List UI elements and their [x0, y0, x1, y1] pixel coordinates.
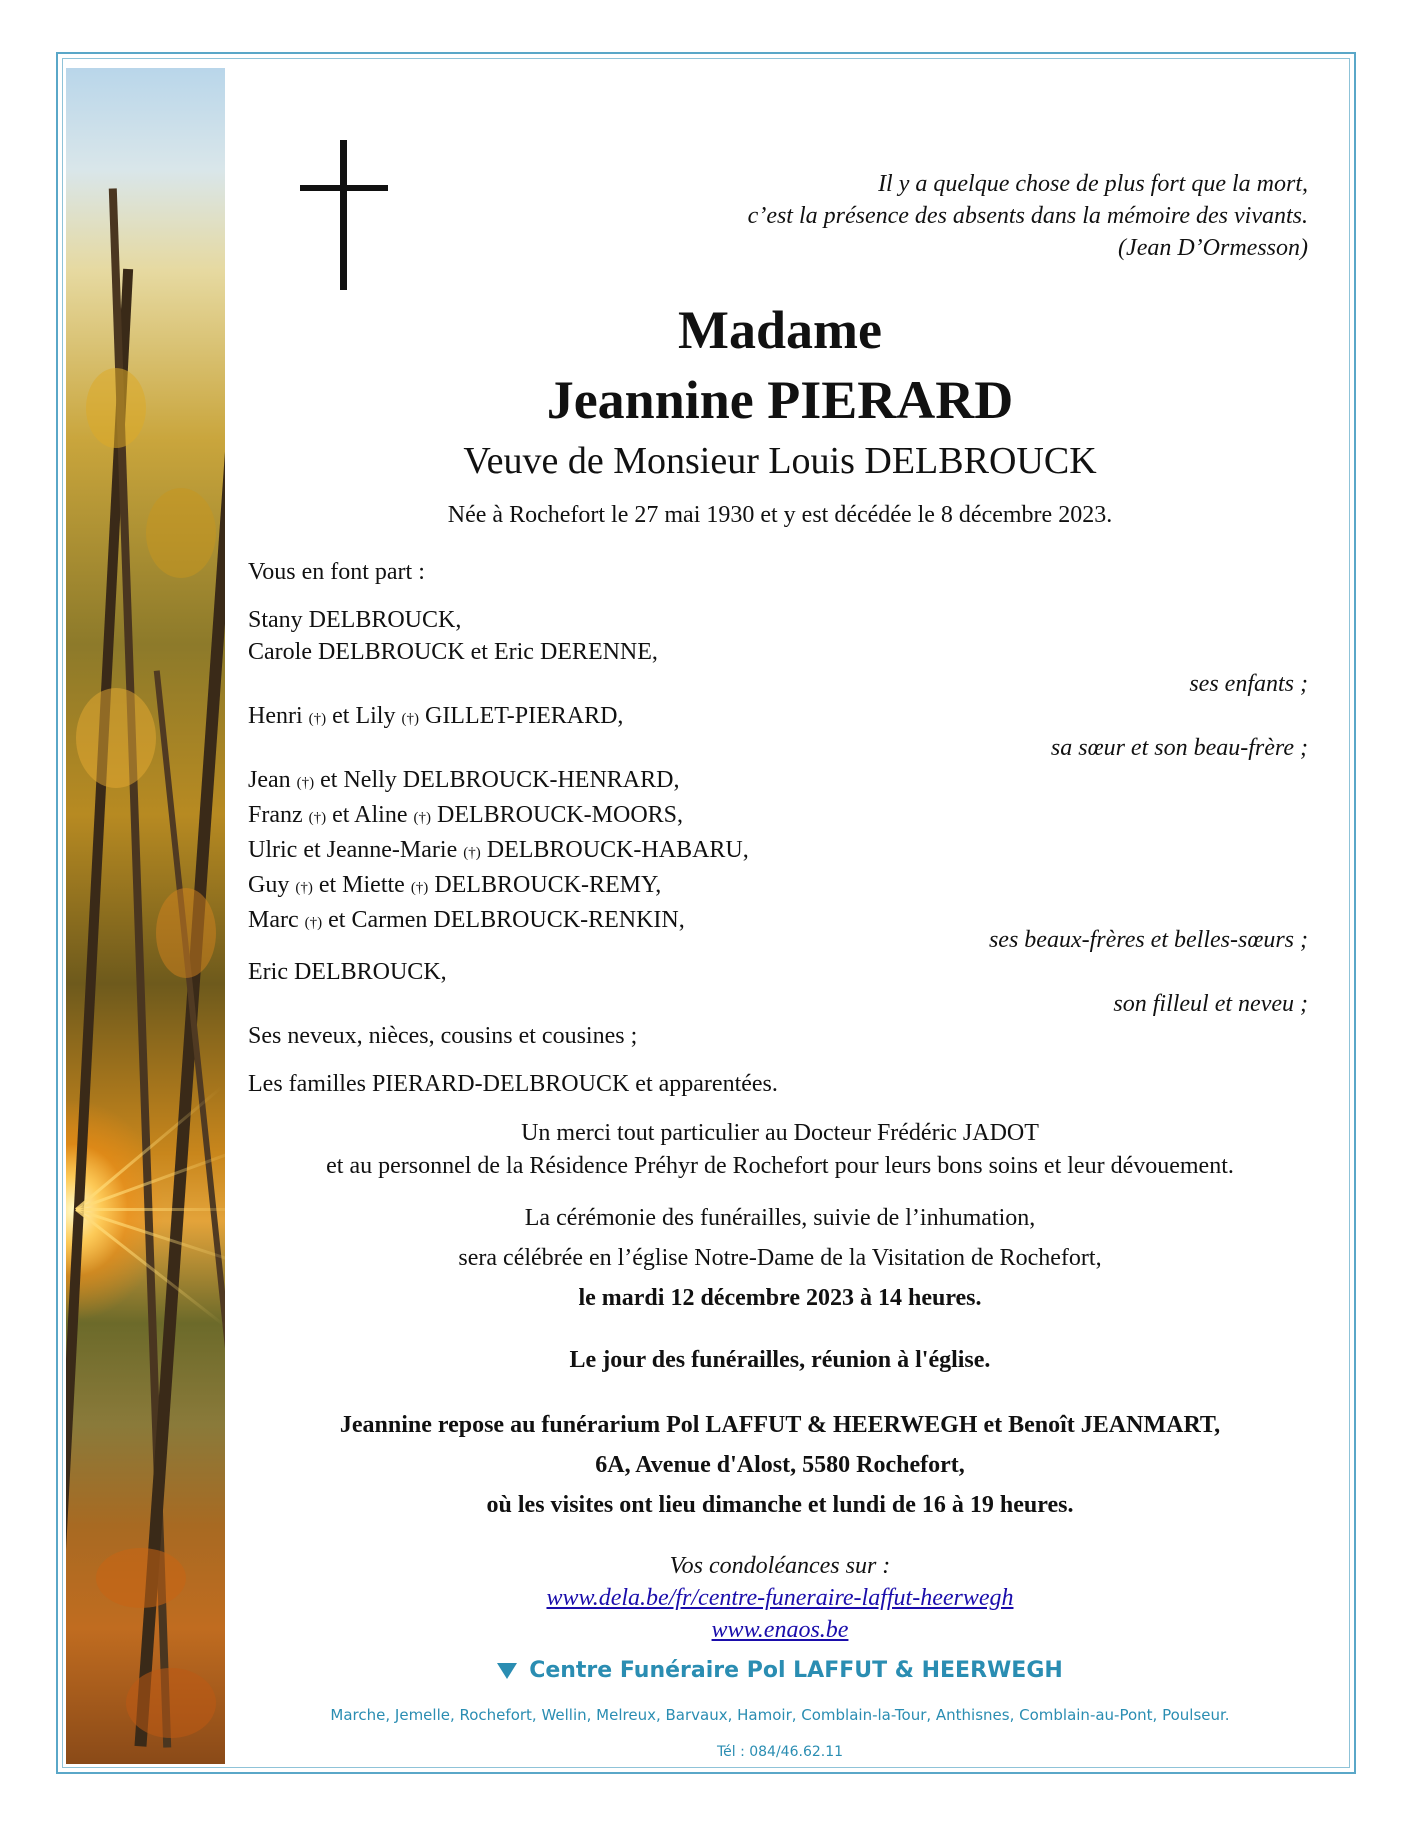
company-phone: Tél : 084/46.62.11: [716, 1744, 844, 1760]
deceased-name: Jeannine PIERARD: [546, 370, 1014, 430]
condolences-label: Vos condoléances sur :: [669, 1553, 891, 1579]
dagger-mark: (†): [413, 810, 431, 826]
repose-line-3: où les visites ont lieu dimanche et lundi de 16 à 19 heures.: [486, 1492, 1074, 1518]
list-item: Ulric et Jeanne-Marie (†) DELBROUCK-HABARU,: [248, 837, 749, 863]
quote-line-1: Il y a quelque chose de plus fort que la mort,: [878, 171, 1308, 197]
family-group-godson: [248, 956, 1308, 988]
autumn-trees-photo: [66, 68, 225, 1764]
thanks-line-1: Un merci tout particulier au Docteur Frédéric JADOT: [521, 1120, 1039, 1146]
list-item: Marc (†) et Carmen DELBROUCK-RENKIN,: [248, 907, 685, 933]
family-group-children: [248, 604, 1308, 668]
quote-block: [748, 168, 1308, 264]
nephews-line: Ses neveux, nièces, cousins et cousines ;: [248, 1023, 638, 1049]
dagger-mark: (†): [410, 880, 429, 896]
widow-of: Veuve de Monsieur Louis DELBROUCK: [463, 440, 1097, 482]
dagger-mark: (†): [463, 845, 481, 861]
company-name: [240, 1658, 1320, 1683]
list-item: Jean (†) et Nelly DELBROUCK-HENRARD,: [248, 767, 680, 793]
relation-in-laws: ses beaux-frères et belles-sœurs ;: [988, 927, 1308, 953]
list-item: Guy (†) et Miette (†) DELBROUCK-REMY,: [248, 872, 662, 898]
quote-line-2: c’est la présence des absents dans la mémoire des vivants.: [747, 203, 1308, 229]
company-towns: Marche, Jemelle, Rochefort, Wellin, Melreux, Barvaux, Hamoir, Comblain-la-Tour, Anthisnes, Comblain-au-Pont, Poulseur.: [330, 1706, 1230, 1724]
family-group-in-laws: [248, 764, 1308, 939]
dagger-mark: (†): [304, 915, 323, 931]
repose-block: [240, 1405, 1320, 1525]
repose-line-1: Jeannine repose au funérarium Pol LAFFUT & HEERWEGH et Benoît JEANMART,: [339, 1412, 1221, 1438]
dagger-mark: (†): [308, 711, 327, 727]
list-item: Franz (†) et Aline (†) DELBROUCK-MOORS,: [248, 802, 684, 828]
condolences-link-enaos[interactable]: www.enaos.be: [711, 1617, 849, 1643]
intro-text: Vous en font part :: [248, 559, 425, 585]
dagger-mark: (†): [308, 810, 327, 826]
relation-godson: son filleul et neveu ;: [1113, 991, 1308, 1017]
condolences-link-dela[interactable]: www.dela.be/fr/centre-funeraire-laffut-heerwegh: [546, 1585, 1014, 1611]
relation-children: ses enfants ;: [1189, 671, 1308, 697]
thanks-line-2: et au personnel de la Résidence Préhyr de Rochefort pour leurs bons soins et leur dévouement.: [326, 1153, 1234, 1179]
list-item: Eric DELBROUCK,: [248, 959, 447, 985]
reunion-line: Le jour des funérailles, réunion à l'église.: [569, 1347, 991, 1373]
condolences-block: [240, 1550, 1320, 1646]
dagger-mark: (†): [296, 775, 315, 791]
company-label: Centre Funéraire Pol LAFFUT & HEERWEGH: [529, 1658, 1063, 1683]
family-group-sister: [248, 700, 1308, 735]
list-item: Henri (†) et Lily (†) GILLET-PIERARD,: [248, 703, 624, 729]
ceremony-line-1: La cérémonie des funérailles, suivie de l’inhumation,: [524, 1205, 1036, 1231]
ceremony-date: le mardi 12 décembre 2023 à 14 heures.: [578, 1285, 982, 1311]
repose-line-2: 6A, Avenue d'Alost, 5580 Rochefort,: [595, 1452, 965, 1478]
relation-sister: sa sœur et son beau-frère ;: [1050, 735, 1308, 761]
list-item: Stany DELBROUCK,: [248, 607, 462, 633]
dagger-mark: (†): [401, 711, 419, 727]
birth-death-dates: Née à Rochefort le 27 mai 1930 et y est décédée le 8 décembre 2023.: [447, 502, 1113, 528]
list-item: Carole DELBROUCK et Eric DERENNE,: [248, 639, 658, 665]
dagger-mark: (†): [295, 880, 313, 896]
thanks-block: [240, 1117, 1320, 1183]
deceased-title: Madame: [678, 300, 882, 360]
ceremony-block: [240, 1198, 1320, 1318]
latin-cross-icon: [300, 140, 388, 290]
families-line: Les familles PIERARD-DELBROUCK et apparentées.: [248, 1071, 778, 1097]
triangle-down-icon: [497, 1663, 517, 1679]
ceremony-line-2: sera célébrée en l’église Notre-Dame de la Visitation de Rochefort,: [458, 1245, 1102, 1271]
quote-author: (Jean D’Ormesson): [1118, 235, 1308, 261]
